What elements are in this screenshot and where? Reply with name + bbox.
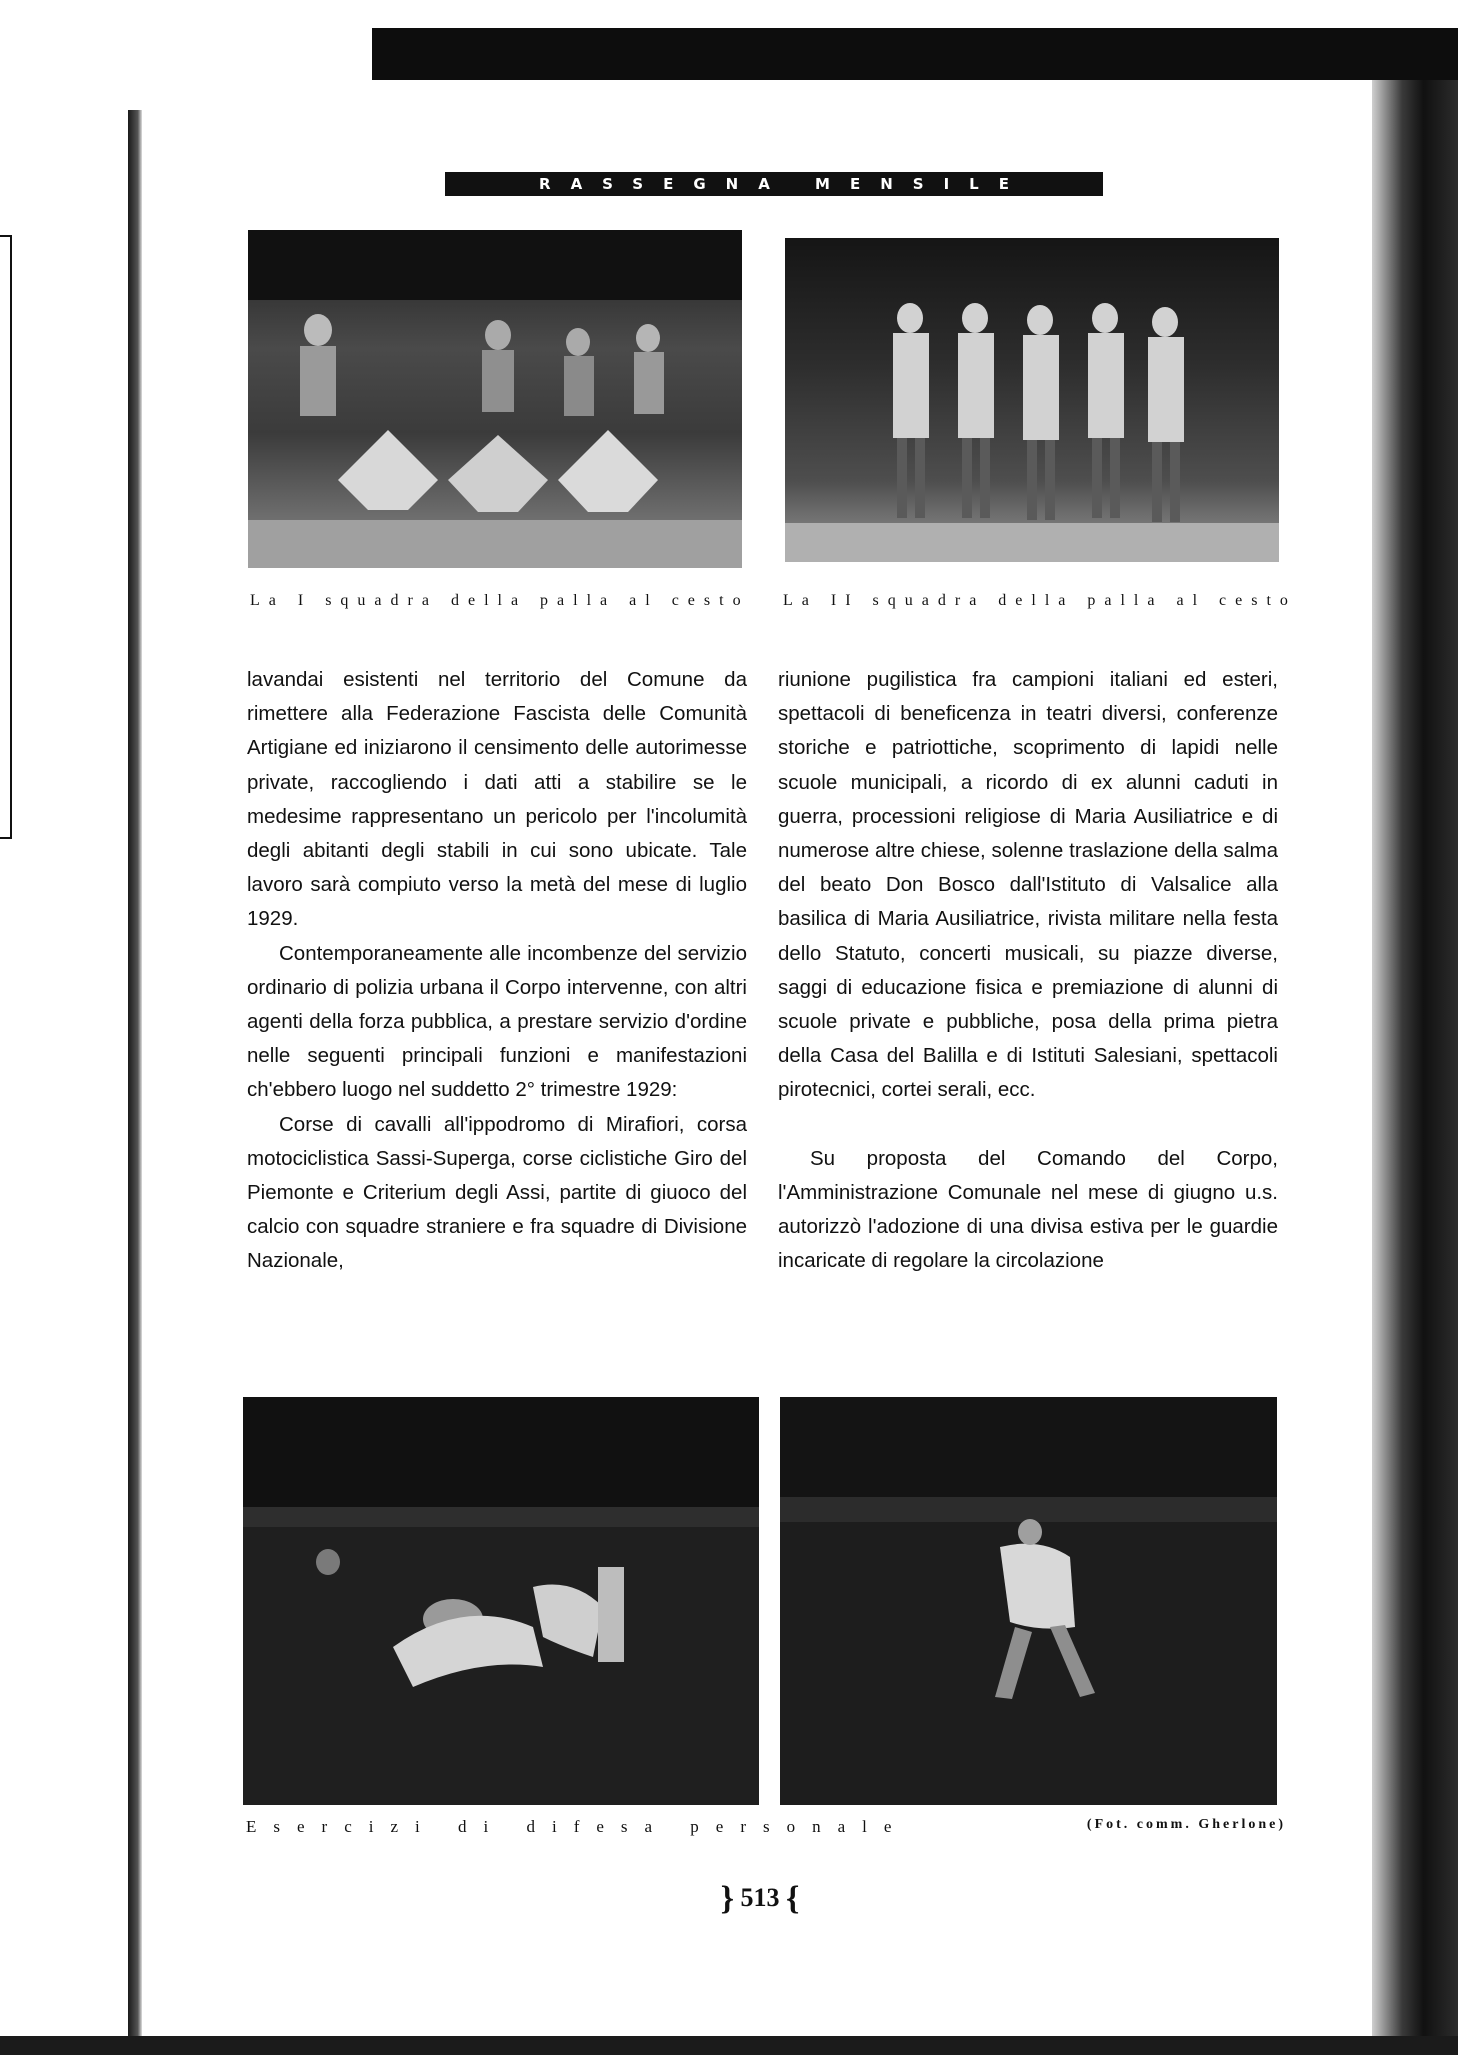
- page-edge-bottom: [0, 2036, 1458, 2055]
- text-column-right: [778, 663, 1278, 1278]
- paragraph: Su proposta del Comando del Corpo, l'Amministrazione Comunale nel mese di giugno u.s. autorizzò l'adozione di una divisa estiva per le guardie incaricate di regolare la circolazione: [778, 1146, 1278, 1273]
- page-edge-right: [1372, 80, 1458, 2055]
- photo-team-one: [248, 230, 742, 568]
- scan-top-bar: [372, 28, 1458, 80]
- text-column-left: [247, 663, 747, 1279]
- caption-team-one: La I squadra della palla al cesto: [250, 592, 750, 609]
- caption-defense: [246, 1817, 1286, 1837]
- paragraph: riunione pugilistica fra campioni italiani ed esteri, spettacoli di beneficenza in teatri diversi, conferenze storiche e patriottiche, scoprimento di lapidi nelle scuole municipali, a ricordo di ex alunni caduti in guerra, processioni religiose di Maria Ausiliatrice e di numerose altre chiese, solenne traslazione della salma del beato Don Bosco dall'Istituto di Valsalice alla basilica di Maria Ausiliatrice, rivista militare nella festa dello Statuto, concerti musicali, su piazze diverse, saggi di educazione fisica e premiazione di alunni di scuole private e pubbliche, posa della prima pietra della Casa del Balilla e di Istituti Salesiani, spettacoli pirotecnici, cortei serali, ecc.: [778, 668, 1278, 1102]
- adjacent-page-frame: [0, 235, 12, 839]
- page-edge-left: [128, 110, 142, 2055]
- caption-team-two: La II squadra della palla al cesto: [783, 592, 1297, 609]
- paragraph: Contemporaneamente alle incombenze del servizio ordinario di polizia urbana il Corpo intervenne, con altri agenti della forza pubblica, a prestare servizio d'ordine nelle seguenti principali funzioni e manifestazioni ch'ebbero luogo nel suddetto 2° trimestre 1929:: [247, 941, 747, 1102]
- adjacent-page-strip: [0, 40, 140, 2055]
- caption-defense-credit: (Fot. comm. Gherlone): [1086, 1817, 1286, 1832]
- running-header: [445, 172, 1103, 196]
- running-header-title: RASSEGNA MENSILE: [539, 175, 1029, 193]
- photo-team-two-image: [785, 238, 1279, 562]
- caption-defense-title: Esercizi di difesa personale: [246, 1817, 909, 1836]
- photo-defense-one: [243, 1397, 759, 1805]
- page-number-brace-left: }: [720, 1880, 734, 1917]
- page-number-value: 513: [740, 1883, 780, 1912]
- paragraph: Corse di cavalli all'ippodromo di Mirafiori, corsa motociclistica Sassi-Superga, corse ciclistiche Giro del Piemonte e Criterium degli Assi, partite di giuoco del calcio con squadre straniere e fra squadre di Divisione Nazionale,: [247, 1112, 747, 1273]
- paragraph: lavandai esistenti nel territorio del Comune da rimettere alla Federazione Fascista delle Comunità Artigiane ed iniziarono il censimento delle autorimesse private, raccogliendo i dati atti a stabilire se le medesime rappresentano un pericolo per l'incolumità degli abitanti degli stabili in cui sono ubicate. Tale lavoro sarà compiuto verso la metà del mese di luglio 1929.: [247, 668, 747, 931]
- page-number-brace-right: {: [786, 1880, 800, 1917]
- page-number: [700, 1880, 820, 1918]
- photo-team-one-image: [248, 230, 742, 568]
- photo-defense-two-image: [780, 1397, 1277, 1805]
- photo-team-two: [785, 238, 1279, 562]
- photo-defense-one-image: [243, 1397, 759, 1805]
- photo-defense-two: [780, 1397, 1277, 1805]
